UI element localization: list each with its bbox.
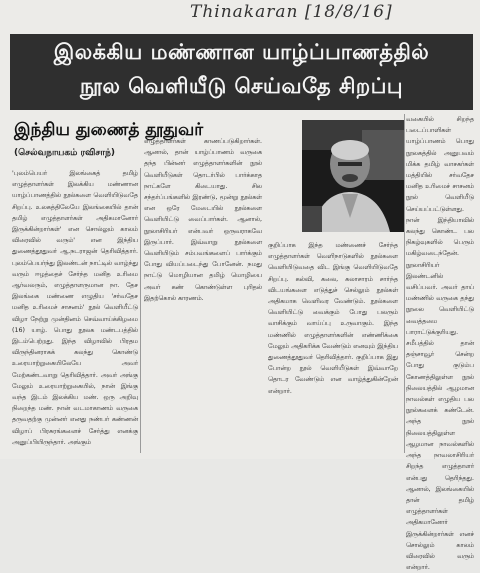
- column-divider: [140, 168, 141, 453]
- headline-line-1: இலக்கிய மண்ணான யாழ்ப்பாணத்தில்: [53, 40, 430, 64]
- section-title: இந்திய துணைத் தூதுவர்: [14, 120, 204, 140]
- article-column-1: 'புலம்பெயர் இலங்கைத் தமிழ் எழுத்தாளர்கள் இலக்கிய மண்ணான யாழ்ப்பாணத்தில் நூல்களை வெளியிடுவதே சிறப்பு. உலகத்திலேயே இலங்கையில் தான் தமிழ் எழுத்தாளர்கள் அதிகமானோர் இருக்கின்றார்கள்' என சொல்லும் காலம் விரைவில் வரும்' என இந்திய துணைத்தூதுவர் ஆ.நடராஜன் தெரிவித்தார். புலம்பெயர்ந்து இலண்டன் நாட்டில் வாழ்ந்து வரும் ஈழத்தைச் சேர்ந்த மனித உரிமை ஆர்வலரும், எழுத்தாளருமான நா. தேச இலங்கை மண்ணை எழுதிய 'சர்வதேச மனித உரிமைச் சாசனம்' நூல் வெளியீட்டு விழா நேற்று முன்தினம் செவ்வாய்க்கிழமை (16) யாழ். பொது நூலக மண்டபத்தில் இடம்பெற்றது. இந்த விழாவில் பிரதம விருந்தினராகக் கலந்து கொண்டு உரையாற்றுகையிலேயே அவர் மேற்கண்டவாறு தெரிவித்தார். அவர் அங்கு மேலும் உரையாற்றுகையில், நான் இங்கு வந்த இடம் இலக்கிய மண். ஒரு அறிவு நிறைந்த மண். நான் வடமாகாணம் வருகை தருவதற்கு முன்னர் எனது நண்பர் கண்ணன் விழாப் பிரசுரங்களைச் சேர்த்து எனக்கு அனுப்பியிருந்தார். அங்கும்: [12, 170, 138, 446]
- speaker-portrait-image: [302, 120, 404, 232]
- article-column-3: குறிப்பாக இந்த மண்ணைச் சேர்ந்த எழுத்தாளர்கள் வெளிநாடுகளில் நூல்களை வெளியிடுவதை விட இங்கு வெளியிடுவதே சிறப்பு. கல்வி, கலை, கலாசாரம் சார்ந்த விடயங்களை எடுத்துச் செல்லும் நூல்கள் அதிகமாக வெளிவர வேண்டும். நூல்களை வெளியிட்டு வைக்கும் போது பலரும் வாசிக்கும் வாய்ப்பு உருவாகும். இந்த மண்ணில் எழுத்தாளர்களின் எண்ணிக்கை மேலும் அதிகரிக்க வேண்டும் எனவும் இந்திய துணைத்தூதுவர் தெரிவித்தார். குறிப்பாக இது போன்ற நூல் வெளியீடுகள் இவ்வாறே தொடர வேண்டும் என வாழ்த்துகின்றேன் என்றார்.: [268, 242, 398, 395]
- column-divider: [404, 114, 405, 453]
- headline-banner: [10, 34, 473, 110]
- article-column-4: வகையில் சிறந்த படைப்பாளிகள் யாழ்ப்பாணம் பொது நூலகத்தில் அனுபவம் மிக்க தமிழ் வாசகர்கள் மத்தியில் சர்வதேச மனித உரிமைச் சாசனம் நூல் வெளியீடு செய்யப்பட்டுள்ளது. நான் இந்தியாவில் கலந்து கொண்ட பல நிகழ்வுகளில் பெரும் மகிழ்வடைந்தேன். நூலாசிரியர் இலண்டனில் வசிப்பவர். அவர் தாய் மண்ணில் வருகை தந்து நூலை வெளியிட்டு வைத்தமை பாராட்டுக்குரியது. சமீபத்தில் தான் தஞ்சாவூர் சென்ற போது குடும்ப கோணத்திலுள்ள நூல் நிலையத்தில் ஆழமான நாவல்கள் எழுதிய பல நூல்களைக் கண்டேன். அந்த நூல் நிலையத்திலுள்ள ஆழமான நாவல்களில் அந்த நாவலாசிரியர் சிறந்த எழுத்தாளர் என்பது தெரிந்தது. ஆனால், இலங்கையில் தான் தமிழ் எழுத்தாளர்கள் அதிகமானோர் இருக்கின்றார்கள் எனச் சொல்லும் காலம் விரைவில் வரும் என்றார்.: [406, 116, 474, 572]
- handwritten-source-note: Thinakaran [18/8/16]: [190, 2, 393, 22]
- headline-line-2: நூல வெளியீடு செய்வதே சிறப்பு: [80, 74, 403, 98]
- speaker-photo: [302, 120, 404, 232]
- article-column-2: எழுத்தாளர்கள் காணப்படுகிறார்கள். ஆனால், தான் யாழ்ப்பாணம் வருகை தந்த பின்னர் எழுத்தாளர்களின் நூல் வெளியீடுகள் தொடர்பில் பார்க்காத நாட்களே கிடையாது. சில சந்தர்ப்பங்களில் இரண்டு, மூன்று நூல்கள் என ஒரே மேடையில் நூல்களை வெளியிட்டு வைப்பார்கள். ஆனால், நூலாசிரியர் என்பவர் ஒருவராகவே இருப்பார். இவ்வாறு நூல்களை வெளியிடும் சம்பவங்களைப் பார்க்கும் போது வியப்படைந்து போனேன். நமது நாட்டு மொழியான தமிழ் மொழியை அவர் கண் கொண்டுள்ள புரிதல் இதற்கொல் காரணம்.: [144, 138, 262, 302]
- byline: (செல்வநாயகம் ரவிசாந்): [14, 148, 115, 158]
